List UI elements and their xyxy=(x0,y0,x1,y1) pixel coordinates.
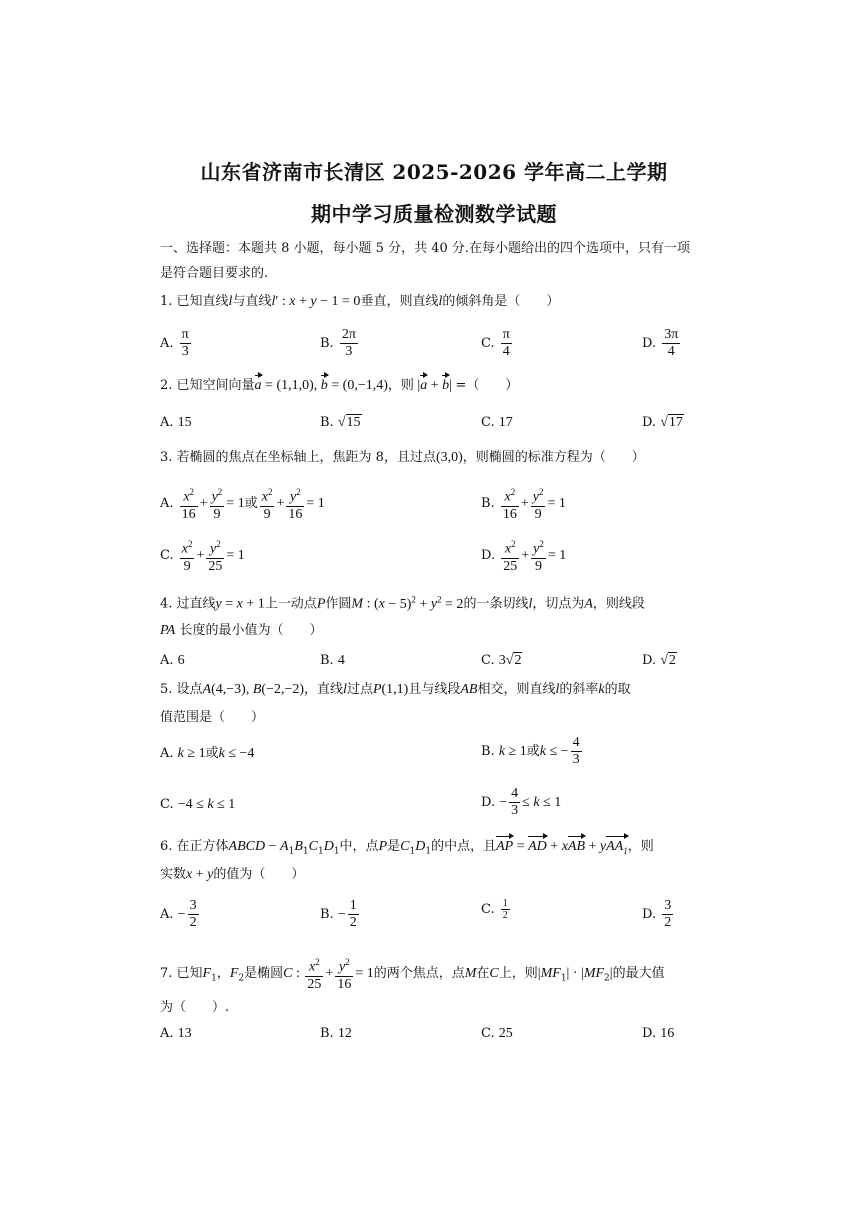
question-4-option-d[interactable]: D. √2 xyxy=(642,653,676,668)
question-2-option-b[interactable]: B. √15 xyxy=(320,415,361,430)
question-7-option-c[interactable]: C. 25 xyxy=(481,1026,513,1041)
q7-text-e: 在 xyxy=(476,965,490,981)
question-6-option-a[interactable]: A. − $\frac{3}{2}$ xyxy=(160,898,197,930)
q1-text-c: 垂直，则直线 xyxy=(360,294,439,309)
q4-text-f: ，则线段 xyxy=(592,596,645,612)
question-2-option-d[interactable]: D. √17 xyxy=(642,415,683,430)
question-4-option-a[interactable]: A. 6 xyxy=(160,653,185,668)
page-title: 山东省济南市长清区 2025-2026 学年高二上学期 xyxy=(200,160,668,184)
q7-text-d: 的两个焦点，点 xyxy=(373,965,465,981)
q1-text-d: 的倾斜角是（ ） xyxy=(442,294,560,309)
q7-text-c: 是椭圆 xyxy=(244,965,284,981)
q2-text-b: ，则 xyxy=(387,378,414,393)
question-7-option-a[interactable]: A. 13 xyxy=(160,1026,192,1041)
question-5-option-c[interactable]: C. −4 ≤ k ≤ 1 xyxy=(160,797,236,812)
question-6-option-b[interactable]: B. − $\frac{1}{2}$ xyxy=(320,898,357,930)
q5-text-d: 且与线段 xyxy=(408,682,461,697)
q7-text-b: ， xyxy=(216,965,230,981)
question-4-option-c[interactable]: C. 3√2 xyxy=(481,653,522,668)
section-intro-cont: 是符合题目要求的. xyxy=(160,266,269,281)
question-6-option-d[interactable]: D. $\frac{3}{2}$ xyxy=(642,898,672,930)
q6-text-c: 是 xyxy=(387,839,401,854)
q4-text-g: 长度的最小值为（ ） xyxy=(179,623,323,638)
q4-text-c: 作圆 xyxy=(325,596,352,612)
q6-text-b: 中，点 xyxy=(339,839,379,854)
q5-text-b: ，直线 xyxy=(304,682,344,697)
question-3-option-a[interactable]: A. $\frac{x^2}{16}$ + $\frac{y^2}{9}$ = 1或 $\frac{x^2}{9}$ + $\frac{y^2}{16}$ = 1 xyxy=(160,484,325,523)
question-4-stem-cont: PA 长度的最小值为（ ） xyxy=(160,623,323,638)
q6-text-g: 的值为（ ） xyxy=(213,867,305,882)
question-7-option-d[interactable]: D. 16 xyxy=(642,1026,675,1041)
q6-text-d: 的中点，且 xyxy=(431,839,497,854)
q7-text-g: 的最大值 xyxy=(612,965,665,981)
question-3-option-c[interactable]: C. $\frac{x^2}{9}$ + $\frac{y^2}{25}$ = 1 xyxy=(160,536,245,575)
q2-text-c: =（ ） xyxy=(455,378,519,393)
question-6-stem: 6. 在正方体ABCD − $A_1B_1C_1D_1$中，点P是$C_1D_1$的中点，且AP = AD + xAB + yAA$_1$，则 xyxy=(160,838,654,861)
section-intro: 一、选择题：本题共 8 小题，每小题 5 分，共 40 分.在每小题给出的四个选项中，只有一项 xyxy=(160,241,691,256)
question-1-option-c[interactable]: C. $\frac{\pi}{4}$ xyxy=(481,327,510,359)
question-3-option-b[interactable]: B. $\frac{x^2}{16}$ + $\frac{y^2}{9}$ = 1 xyxy=(481,484,566,523)
question-1-option-d[interactable]: D. $\frac{3\pi}{4}$ xyxy=(642,327,679,359)
page-subtitle: 期中学习质量检测数学试题 xyxy=(311,202,557,226)
q2-text-a: 2. 已知空间向量 xyxy=(160,378,255,393)
question-7-stem-cont: 为（ ）. xyxy=(160,1000,230,1015)
q4-text-a: 4. 过直线 xyxy=(160,596,216,612)
question-1-stem: 1. 已知直线l与直线l′ : x + y − 1 = 0垂直，则直线l的倾斜角是（ ） xyxy=(160,294,560,309)
question-7-stem: 7. 已知$F_1$，$F_2$是椭圆C : $\frac{x^2}{25}$ + $\frac{y^2}{16}$ = 1的两个焦点，点M在C上，则$|MF_1| \cdot |MF_2|$的最大值 xyxy=(160,954,665,993)
question-2-option-c[interactable]: C. 17 xyxy=(481,415,513,430)
q6-text-f: 实数 xyxy=(160,867,187,882)
q5-text-a: 5. 设点 xyxy=(160,682,203,697)
question-1-option-b[interactable]: B. $\frac{2\pi}{3}$ xyxy=(320,327,356,359)
question-1-option-a[interactable]: A. $\frac{\pi}{3}$ xyxy=(160,327,189,359)
question-2-option-a[interactable]: A. 15 xyxy=(160,415,192,430)
question-7-option-b[interactable]: B. 12 xyxy=(320,1026,352,1041)
question-5-option-d[interactable]: D. − $\frac{4}{3}$ ≤ k ≤ 1 xyxy=(481,786,562,818)
q4-text-d: 的一条切线 xyxy=(463,596,529,612)
question-3-option-d[interactable]: D. $\frac{x^2}{25}$ + $\frac{y^2}{9}$ = 1 xyxy=(481,536,566,575)
q5-text-c: 过点 xyxy=(346,682,373,697)
q6-text-a: 6. 在正方体 xyxy=(160,839,229,854)
question-4-option-b[interactable]: B. 4 xyxy=(320,653,345,668)
q5-text-e: 相交，则直线 xyxy=(477,682,556,697)
q5-text-f: 的斜率 xyxy=(559,682,599,697)
question-5-option-b[interactable]: B. k ≥ 1或k ≤ − $\frac{4}{3}$ xyxy=(481,735,580,767)
question-2-stem: 2. 已知空间向量a = (1,1,0), b = (0,−1,4)，则 |a + b| =（ ） xyxy=(160,378,519,393)
q7-text-a: 7. 已知 xyxy=(160,965,203,981)
q7-text-f: 上，则 xyxy=(498,965,538,981)
q3-text-b: ，则椭圆的标准方程为（ ） xyxy=(462,450,645,465)
question-5-stem-cont: 值范围是（ ） xyxy=(160,710,265,725)
q1-text-a: 1. 已知直线 xyxy=(160,294,229,309)
q5-text-g: 的取 xyxy=(604,682,631,697)
question-6-stem-cont: 实数x + y的值为（ ） xyxy=(160,867,305,882)
question-6-option-c[interactable]: C. $\frac{1}{2}$ xyxy=(481,898,508,921)
question-3-stem: 3. 若椭圆的焦点在坐标轴上，焦距为 8，且过点(3,0)，则椭圆的标准方程为（ ） xyxy=(160,450,645,465)
question-4-stem: 4. 过直线y = x + 1上一动点P作圆M : $(x - 5)^2 + y^2 = 2$的一条切线l，切点为A，则线段 xyxy=(160,594,645,612)
q3-text-a: 3. 若椭圆的焦点在坐标轴上，焦距为 8，且过点 xyxy=(160,450,436,465)
question-5-option-a[interactable]: A. k ≥ 1或k ≤ −4 xyxy=(160,746,255,761)
q4-text-e: ，切点为 xyxy=(532,596,585,612)
q1-text-b: 与直线 xyxy=(232,294,272,309)
q4-text-b: 上一动点 xyxy=(264,596,317,612)
question-5-stem: 5. 设点A(4,−3), B(−2,−2)，直线l过点P(1,1)且与线段AB相交，则直线l的斜率k的取 xyxy=(160,682,631,697)
q6-text-e: ，则 xyxy=(627,839,654,854)
